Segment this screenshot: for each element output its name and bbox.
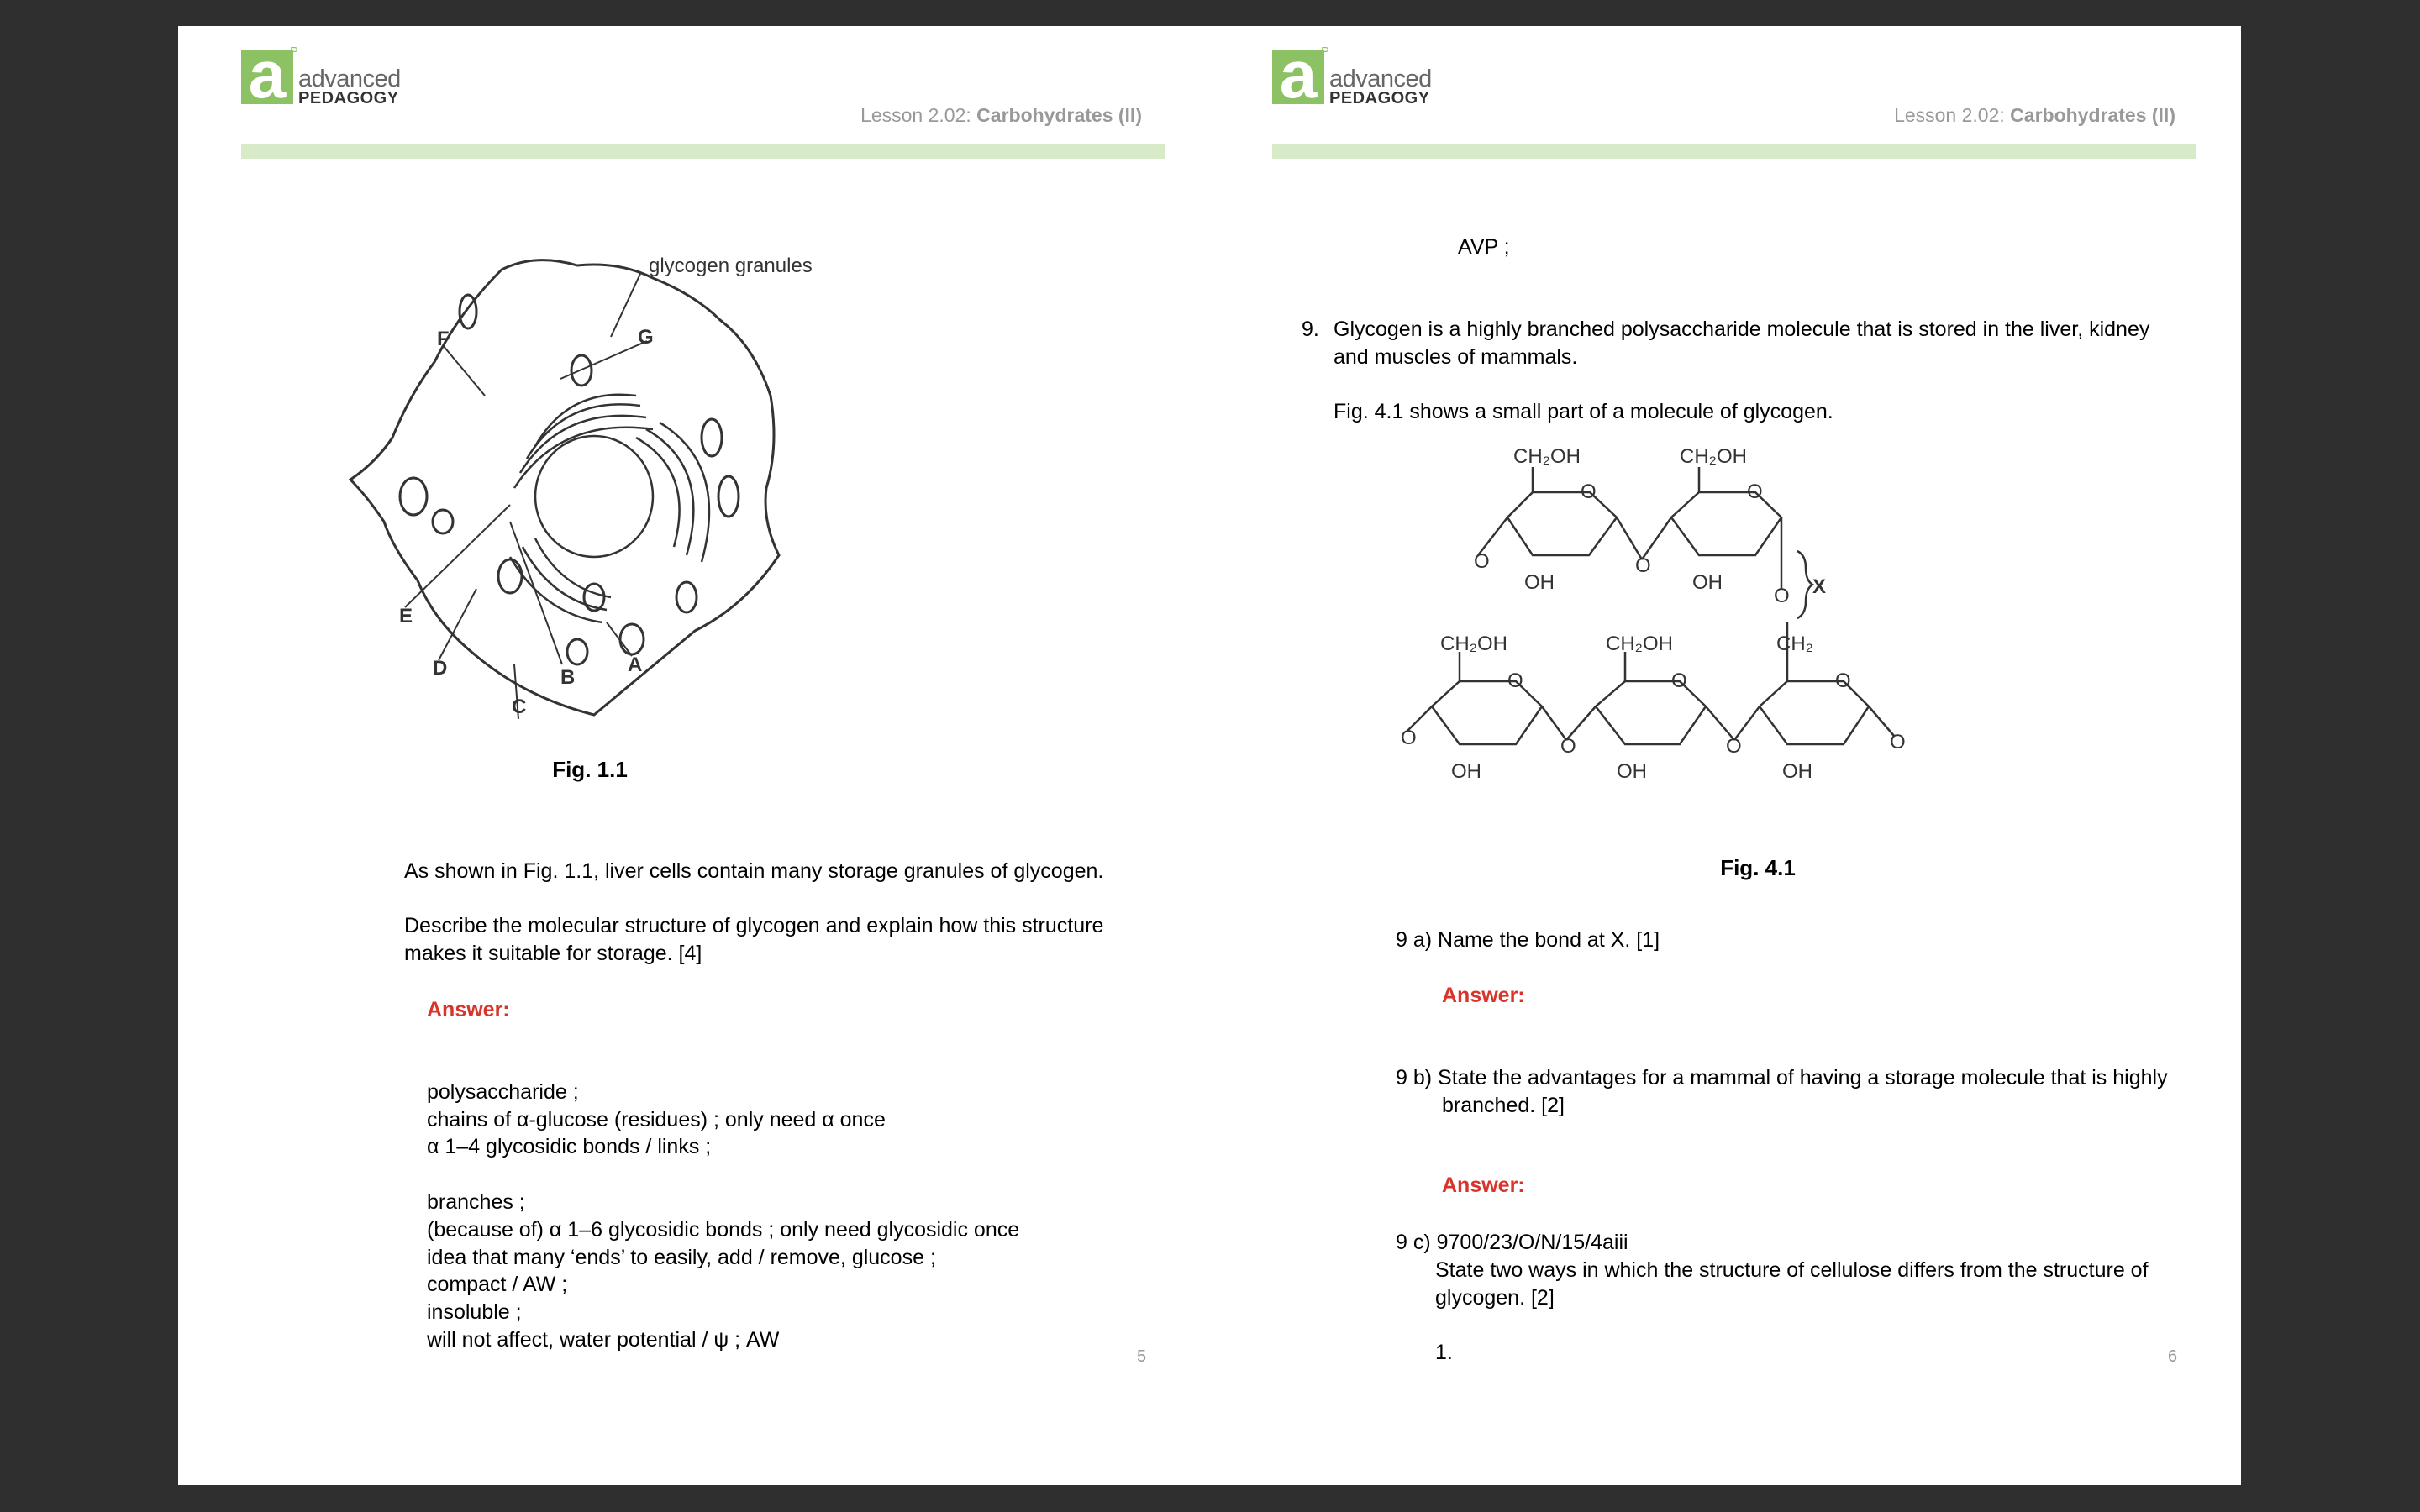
svg-text:O: O [1747, 480, 1763, 503]
page-6 [1209, 26, 2240, 1485]
q9c-line-2: glycogen. [2] [1435, 1286, 1555, 1310]
golgi [514, 395, 653, 488]
svg-text:O: O [1726, 735, 1742, 758]
page-5 [178, 26, 1209, 1485]
answer-label-9b: Answer: [1442, 1173, 1525, 1197]
question-line-2: makes it suitable for storage. [4] [404, 942, 702, 965]
logo [241, 37, 434, 112]
svg-text:X: X [1812, 575, 1827, 598]
svg-text:CH₂OH: CH₂OH [1606, 633, 1673, 655]
logo-word-advanced: advanced [1329, 66, 1432, 92]
mitochondrion [676, 582, 697, 612]
lesson-title [1503, 104, 2175, 127]
liver-cell-diagram [342, 228, 1014, 774]
mitochondrion [498, 559, 522, 593]
q9b-line-1: 9 b) State the advantages for a mammal of having a storage molecule that is highly [1396, 1066, 2168, 1089]
lesson-prefix: Lesson 2.02: [860, 104, 977, 126]
svg-text:CH₂OH: CH₂OH [1440, 633, 1507, 655]
document-spread [178, 26, 2241, 1485]
cell-membrane [350, 260, 779, 715]
mitochondrion [702, 419, 722, 456]
page-number: 5 [1137, 1347, 1147, 1366]
intro-text: As shown in Fig. 1.1, liver cells contain many storage granules of glycogen. [404, 859, 1104, 883]
fig-4-1-caption: Fig. 4.1 [1720, 855, 1796, 880]
q9a-text: 9 a) Name the bond at X. [1] [1396, 928, 1660, 952]
label-D: D [433, 657, 448, 680]
label-F: F [437, 328, 450, 350]
svg-text:O: O [1507, 669, 1523, 692]
svg-text:O: O [1890, 731, 1906, 753]
mitochondrion [567, 639, 587, 664]
q9-line-1: Glycogen is a highly branched polysaccharide molecule that is stored in the liver, kidney [1334, 318, 2150, 341]
avp-text: AVP ; [1458, 235, 1510, 259]
label-glycogen-granules: glycogen granules [649, 255, 813, 277]
lesson-title [470, 104, 1142, 127]
svg-text:CH₂OH: CH₂OH [1513, 445, 1581, 468]
svg-text:OH: OH [1692, 571, 1723, 594]
q9c-line-1: State two ways in which the structure of cellulose differs from the structure of [1435, 1258, 2149, 1282]
nucleus [535, 436, 653, 557]
header-bar [1272, 144, 2196, 159]
logo-word-pedagogy: PEDAGOGY [298, 89, 399, 108]
fig-4-1-intro: Fig. 4.1 shows a small part of a molecule of glycogen. [1334, 400, 1833, 423]
svg-text:OH: OH [1451, 760, 1481, 783]
answer-line: compact / AW ; [427, 1273, 568, 1296]
answer-line: (because of) α 1–6 glycosidic bonds ; only need glycosidic once [427, 1218, 1020, 1242]
svg-text:O: O [1671, 669, 1687, 692]
svg-text:O: O [1474, 550, 1490, 573]
answer-line: branches ; [427, 1190, 525, 1214]
svg-text:CH₂OH: CH₂OH [1680, 445, 1747, 468]
label-A: A [628, 654, 643, 676]
q9c-item-1: 1. [1435, 1341, 1453, 1364]
svg-text:O: O [1401, 727, 1417, 749]
svg-text:OH: OH [1782, 760, 1812, 783]
page-number: 6 [2168, 1347, 2178, 1366]
answer-line: chains of α-glucose (residues) ; only need α once [427, 1108, 886, 1131]
answer-label-9a: Answer: [1442, 984, 1525, 1007]
q9b-line-2: branched. [2] [1442, 1094, 1565, 1117]
answer-line: polysaccharide ; [427, 1080, 579, 1104]
q9-line-2: and muscles of mammals. [1334, 345, 1578, 369]
svg-text:O: O [1774, 585, 1790, 607]
q9c-code: 9 c) 9700/23/O/N/15/4aiii [1396, 1231, 1628, 1254]
svg-text:O: O [1635, 554, 1651, 577]
label-C: C [512, 696, 527, 718]
mitochondrion [718, 476, 739, 517]
answer-line: idea that many ‘ends’ to easily, add / remove, glucose ; [427, 1246, 936, 1269]
logo-word-pedagogy: PEDAGOGY [1329, 89, 1430, 108]
svg-text:CH₂: CH₂ [1776, 633, 1813, 655]
svg-text:OH: OH [1617, 760, 1647, 783]
logo-letter: a [248, 37, 287, 112]
lesson-name: Carbohydrates (II) [2010, 104, 2175, 126]
lesson-prefix: Lesson 2.02: [1894, 104, 2011, 126]
logo-tile [241, 37, 299, 112]
answer-line: insoluble ; [427, 1300, 522, 1324]
header-bar [241, 144, 1165, 159]
q9-number: 9. [1302, 318, 1319, 341]
mitochondrion [460, 295, 476, 328]
question-line-1: Describe the molecular structure of glycogen and explain how this structure [404, 914, 1104, 937]
logo-letter: a [1279, 37, 1318, 112]
label-B: B [560, 666, 576, 689]
logo [1272, 37, 1465, 112]
svg-text:O: O [1581, 480, 1597, 503]
mitochondrion [433, 510, 453, 533]
lesson-name: Carbohydrates (II) [976, 104, 1142, 126]
label-G: G [638, 326, 654, 349]
logo-super: P [290, 45, 299, 59]
logo-super: P [1321, 45, 1330, 59]
answer-label: Answer: [427, 998, 510, 1021]
answer-line: α 1–4 glycosidic bonds / links ; [427, 1135, 712, 1158]
svg-text:OH: OH [1524, 571, 1555, 594]
svg-text:O: O [1835, 669, 1851, 692]
svg-text:O: O [1560, 735, 1576, 758]
label-E: E [399, 605, 413, 627]
glycogen-structure-diagram [1394, 429, 2142, 832]
fig-1-1-caption: Fig. 1.1 [552, 757, 628, 782]
mitochondrion [620, 624, 644, 654]
mitochondrion [400, 478, 427, 515]
logo-tile [1272, 37, 1330, 112]
answer-line: will not affect, water potential / ψ ; AW [427, 1328, 780, 1352]
logo-word-advanced: advanced [298, 66, 401, 92]
